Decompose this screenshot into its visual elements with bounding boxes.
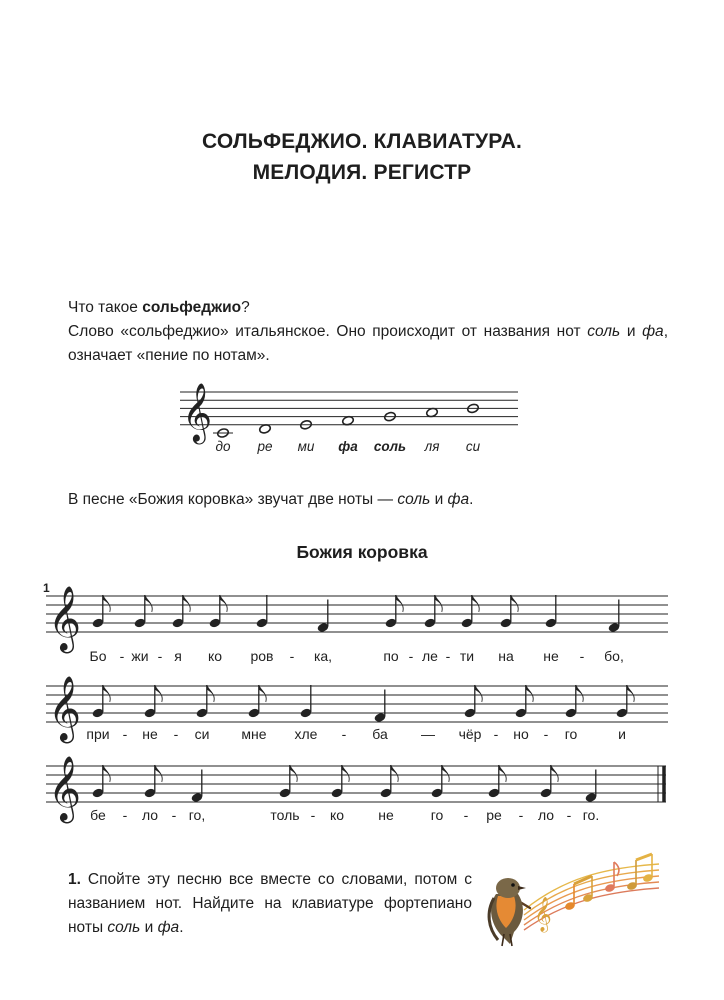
eighth-note bbox=[424, 595, 443, 629]
scale-note-label: си bbox=[465, 439, 481, 454]
syllable-hyphen: - bbox=[463, 807, 469, 823]
note-flag bbox=[576, 685, 583, 702]
song-intro-text-2: и bbox=[430, 491, 448, 508]
lyric-syllable: жи bbox=[131, 648, 149, 664]
lyric-syllable: я bbox=[174, 648, 182, 664]
note-flag bbox=[220, 595, 227, 612]
lyric-syllable: по bbox=[383, 648, 399, 664]
note-flag bbox=[391, 765, 398, 782]
eighth-note bbox=[488, 765, 507, 799]
note-head bbox=[380, 787, 393, 798]
explanation-sol: соль bbox=[587, 323, 621, 340]
measure-number: 1 bbox=[43, 581, 50, 595]
syllable-hyphen: - bbox=[518, 807, 524, 823]
note-head bbox=[515, 707, 528, 718]
syllable-hyphen: - bbox=[119, 648, 125, 664]
lyric-syllable: го, bbox=[188, 807, 206, 823]
note-flag bbox=[551, 765, 558, 782]
lyric-syllable: го. bbox=[582, 807, 600, 823]
eighth-note bbox=[464, 685, 483, 719]
note-head bbox=[256, 617, 269, 628]
eighth-note bbox=[92, 595, 111, 629]
note-head bbox=[209, 617, 222, 628]
note-flag bbox=[183, 595, 190, 612]
note-head bbox=[172, 617, 185, 628]
syllable-hyphen: - bbox=[543, 726, 549, 742]
lyric-syllable: на bbox=[498, 648, 514, 664]
note-flag bbox=[145, 595, 152, 612]
intro-explanation bbox=[68, 320, 668, 368]
eighth-note bbox=[515, 685, 534, 719]
eighth-note bbox=[500, 595, 519, 629]
lyric-syllable: и bbox=[618, 726, 626, 742]
quarter-note bbox=[608, 600, 621, 634]
quarter-note bbox=[256, 595, 269, 629]
lyric-syllable: ко bbox=[207, 648, 223, 664]
quarter-note bbox=[300, 685, 313, 719]
eighth-note bbox=[134, 595, 153, 629]
whole-note bbox=[467, 403, 480, 414]
task-text-2: и bbox=[140, 919, 158, 936]
explanation-text-2: и bbox=[620, 323, 643, 340]
note-flag bbox=[442, 765, 449, 782]
note-head bbox=[540, 787, 553, 798]
lyric-syllable: при bbox=[86, 726, 110, 742]
syllable-hyphen: - bbox=[445, 648, 451, 664]
lyric-syllable: чёр bbox=[458, 726, 482, 742]
song-staff-lines bbox=[46, 766, 666, 802]
lyric-syllable: ти bbox=[459, 648, 475, 664]
note-head bbox=[464, 707, 477, 718]
note-flag bbox=[435, 595, 442, 612]
robin-bird-icon bbox=[489, 878, 530, 946]
note-head bbox=[461, 617, 474, 628]
whole-note bbox=[342, 415, 355, 426]
note-flag bbox=[103, 685, 110, 702]
note-head bbox=[92, 707, 105, 718]
eighth-note bbox=[385, 595, 404, 629]
syllable-hyphen: - bbox=[157, 648, 163, 664]
scale-note-label: ре bbox=[257, 439, 273, 454]
lyric-syllable: ре bbox=[486, 807, 502, 823]
eighth-note bbox=[461, 595, 480, 629]
eighth-note bbox=[380, 765, 399, 799]
eighth-note bbox=[540, 765, 559, 799]
lyric-syllable: го bbox=[430, 807, 444, 823]
lyric-syllable: си bbox=[194, 726, 210, 742]
syllable-hyphen: - bbox=[122, 807, 128, 823]
lyric-syllable: ка, bbox=[313, 648, 333, 664]
note-flag bbox=[103, 765, 110, 782]
lyric-syllable: бо, bbox=[604, 648, 624, 664]
note-flag bbox=[259, 685, 266, 702]
lyric-syllable: ло bbox=[141, 807, 159, 823]
bird-with-notes-illustration bbox=[484, 848, 670, 948]
question-term: сольфеджио bbox=[142, 299, 242, 316]
scale-note-label: фа bbox=[338, 439, 358, 454]
whole-note bbox=[426, 407, 439, 418]
lyric-syllable: не bbox=[378, 807, 394, 823]
scale-note-label: ля bbox=[424, 439, 440, 454]
note-flag bbox=[526, 685, 533, 702]
eighth-note bbox=[209, 595, 228, 629]
eighth-note bbox=[144, 765, 163, 799]
syllable-hyphen: - bbox=[566, 807, 572, 823]
note-flag bbox=[342, 765, 349, 782]
note-head bbox=[385, 617, 398, 628]
note-head bbox=[565, 707, 578, 718]
syllable-hyphen: - bbox=[579, 648, 585, 664]
scale-note-label: ми bbox=[297, 439, 315, 454]
lyric-syllable: ров bbox=[250, 648, 274, 664]
note-head bbox=[92, 617, 105, 628]
whole-note bbox=[384, 411, 397, 422]
svg-text:𝄞: 𝄞 bbox=[534, 897, 552, 932]
page-title-line-2: МЕЛОДИЯ. РЕГИСТР bbox=[252, 161, 472, 184]
task-text-1: Спойте эту песню все вместе со словами, потом с названием нот. Найдите на клавиатуре фортепиано ноты bbox=[68, 871, 472, 936]
lyric-syllable: бе bbox=[90, 807, 106, 823]
eighth-note bbox=[431, 765, 450, 799]
note-head bbox=[488, 787, 501, 798]
lyric-syllable: — bbox=[421, 726, 435, 742]
eighth-note bbox=[172, 595, 191, 629]
eighth-note bbox=[279, 765, 298, 799]
eighth-note bbox=[92, 765, 111, 799]
treble-clef-icon: 𝄞 bbox=[48, 755, 81, 821]
question-mark: ? bbox=[241, 299, 250, 316]
note-flag bbox=[499, 765, 506, 782]
note-flag bbox=[155, 765, 162, 782]
eighth-note bbox=[248, 685, 267, 719]
note-flag bbox=[103, 595, 110, 612]
note-flag bbox=[511, 595, 518, 612]
scale-note-label: до bbox=[215, 439, 231, 454]
eighth-note bbox=[616, 685, 635, 719]
note-head bbox=[191, 792, 204, 803]
note-head bbox=[331, 787, 344, 798]
syllable-hyphen: - bbox=[310, 807, 316, 823]
note-head bbox=[144, 707, 157, 718]
explanation-fa: фа bbox=[642, 323, 664, 340]
note-head bbox=[248, 707, 261, 718]
note-head bbox=[134, 617, 147, 628]
note-flag bbox=[207, 685, 214, 702]
song-intro-fa: фа bbox=[447, 491, 470, 508]
question-text: Что такое bbox=[68, 299, 143, 316]
note-head bbox=[424, 617, 437, 628]
whole-note bbox=[259, 424, 272, 435]
song-intro-text-3: . bbox=[469, 491, 474, 508]
quarter-note bbox=[191, 770, 204, 804]
syllable-hyphen: - bbox=[173, 726, 179, 742]
lyric-syllable: толь bbox=[270, 807, 300, 823]
song-intro-text-1: В песне «Божия коровка» звучат две ноты — bbox=[68, 491, 398, 508]
scale-staff-lines bbox=[180, 392, 518, 425]
quarter-note bbox=[545, 595, 558, 629]
whole-note bbox=[217, 428, 230, 439]
task-paragraph bbox=[68, 868, 472, 940]
quarter-note bbox=[317, 600, 330, 634]
note-head bbox=[616, 707, 629, 718]
eighth-note bbox=[331, 765, 350, 799]
eighth-note bbox=[196, 685, 215, 719]
explanation-text-3: , означает «пение по нотам». bbox=[68, 323, 668, 364]
syllable-hyphen: - bbox=[341, 726, 347, 742]
task-sol: соль bbox=[107, 919, 141, 936]
lyric-syllable: но bbox=[513, 726, 529, 742]
syllable-hyphen: - bbox=[493, 726, 499, 742]
note-flag bbox=[475, 685, 482, 702]
note-head bbox=[500, 617, 513, 628]
song-title: Божия коровка bbox=[296, 542, 428, 562]
lyric-syllable: мне bbox=[241, 726, 267, 742]
note-head bbox=[317, 622, 330, 633]
eighth-note bbox=[92, 685, 111, 719]
lyric-syllable: не bbox=[142, 726, 158, 742]
eighth-note bbox=[565, 685, 584, 719]
lyric-syllable: не bbox=[543, 648, 559, 664]
task-text-3: . bbox=[179, 919, 184, 936]
song-intro-sol: соль bbox=[397, 491, 431, 508]
whole-note bbox=[300, 420, 313, 431]
quarter-note bbox=[585, 770, 598, 804]
syllable-hyphen: - bbox=[122, 726, 128, 742]
lyric-syllable: Бо bbox=[89, 648, 107, 664]
eighth-note bbox=[144, 685, 163, 719]
note-head bbox=[431, 787, 444, 798]
note-flag bbox=[155, 685, 162, 702]
note-head bbox=[585, 792, 598, 803]
task-fa: фа bbox=[157, 919, 180, 936]
page-title bbox=[0, 126, 724, 188]
scale-note-label: соль bbox=[373, 439, 407, 454]
intro-question bbox=[68, 296, 668, 320]
lyric-syllable: ле bbox=[422, 648, 438, 664]
syllable-hyphen: - bbox=[408, 648, 414, 664]
treble-clef-icon: 𝄞 bbox=[48, 675, 81, 741]
golden-music-notes-icon bbox=[524, 854, 659, 933]
quarter-note bbox=[374, 690, 387, 724]
note-head bbox=[608, 622, 621, 633]
page-title-line-1: СОЛЬФЕДЖИО. КЛАВИАТУРА. bbox=[202, 130, 522, 153]
syllable-hyphen: - bbox=[171, 807, 177, 823]
note-head bbox=[196, 707, 209, 718]
lyric-syllable: го bbox=[564, 726, 578, 742]
lyric-syllable: ба bbox=[372, 726, 388, 742]
song-staff-lines bbox=[46, 596, 668, 632]
lyric-syllable: хле bbox=[294, 726, 318, 742]
note-flag bbox=[472, 595, 479, 612]
lyric-syllable: ло bbox=[537, 807, 555, 823]
treble-clef-icon: 𝄞 bbox=[182, 382, 213, 442]
explanation-text-1: Слово «сольфеджио» итальянское. Оно происходит от названия нот bbox=[68, 323, 588, 340]
song-introduction bbox=[68, 488, 668, 512]
note-head bbox=[300, 707, 313, 718]
treble-clef-icon: 𝄞 bbox=[48, 585, 81, 651]
note-head bbox=[144, 787, 157, 798]
syllable-hyphen: - bbox=[289, 648, 295, 664]
note-flag bbox=[396, 595, 403, 612]
task-number: 1. bbox=[68, 871, 81, 888]
lyric-syllable: ко bbox=[329, 807, 345, 823]
note-head bbox=[374, 712, 387, 723]
note-flag bbox=[627, 685, 634, 702]
note-flag bbox=[290, 765, 297, 782]
note-head bbox=[545, 617, 558, 628]
note-head bbox=[279, 787, 292, 798]
note-head bbox=[92, 787, 105, 798]
song-staff-lines bbox=[46, 686, 668, 722]
